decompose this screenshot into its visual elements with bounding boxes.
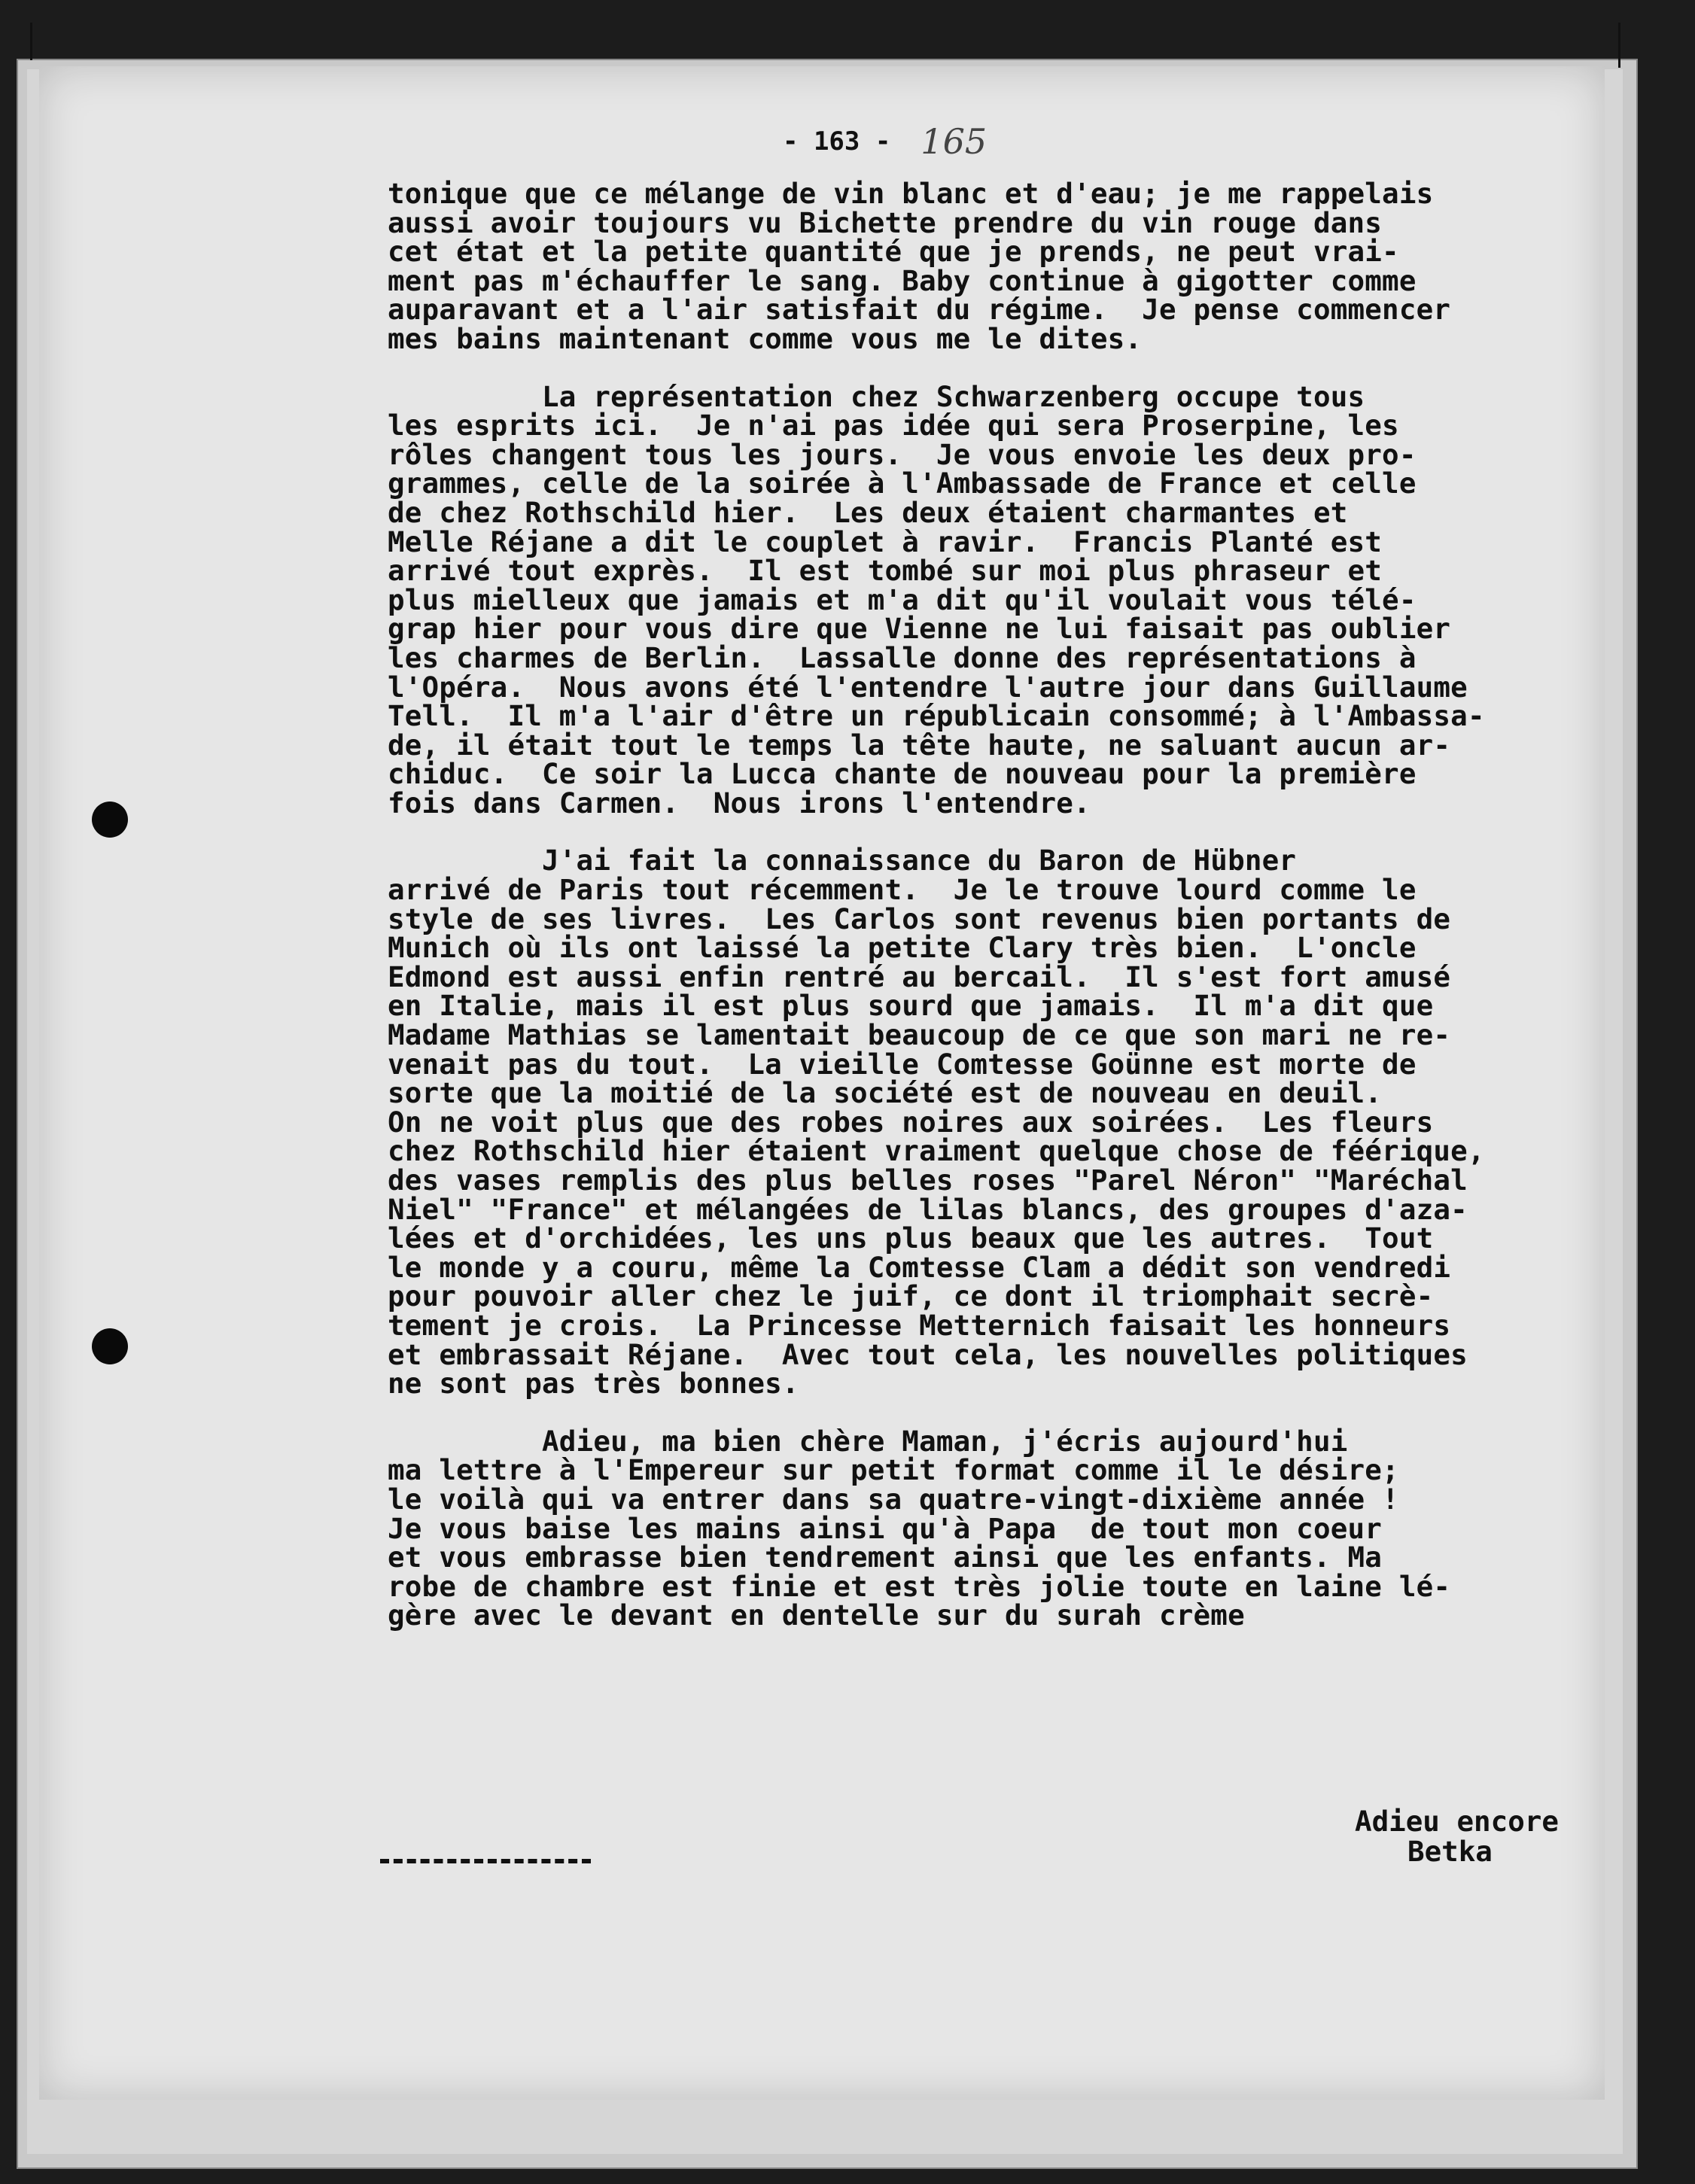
text-line: Madame Mathias se lamentait beaucoup de ce que son mari ne re- — [388, 1018, 1451, 1052]
dashed-rule — [380, 1859, 591, 1863]
text-line: ne sont pas très bonnes. — [388, 1367, 799, 1401]
page-number: - 163 - — [783, 126, 891, 157]
text-line: La représentation chez Schwarzenberg occupe tous — [388, 379, 1365, 413]
text-line: robe de chambre est finie et est très jolie toute en laine lé- — [388, 1569, 1451, 1603]
text-line: les esprits ici. Je n'ai pas idée qui sera Proserpine, les — [388, 409, 1399, 443]
punch-hole-upper — [92, 802, 128, 838]
text-line: rôles changent tous les jours. Je vous envoie les deux pro- — [388, 437, 1417, 471]
text-line: Je vous baise les mains ainsi qu'à Papa de tout mon coeur — [388, 1511, 1383, 1545]
text-line: fois dans Carmen. Nous irons l'entendre. — [388, 786, 1091, 820]
text-line: gère avec le devant en dentelle sur du surah crème — [388, 1598, 1245, 1632]
closing-text: Adieu encore — [1355, 1805, 1559, 1838]
text-line: Munich où ils ont laissé la petite Clary très bien. L'oncle — [388, 931, 1417, 965]
text-line: chez Rothschild hier étaient vraiment quelque chose de féérique, — [388, 1134, 1485, 1168]
text-line: Tell. Il m'a l'air d'être un républicain consommé; à l'Ambassa- — [388, 699, 1485, 733]
text-line: sorte que la moitié de la société est de nouveau en deuil. — [388, 1076, 1383, 1110]
text-line: et vous embrasse bien tendrement ainsi que les enfants. Ma — [388, 1541, 1383, 1574]
text-line: ma lettre à l'Empereur sur petit format comme il le désire; — [388, 1453, 1399, 1487]
paragraph — [388, 1424, 1622, 1632]
text-line: style de ses livres. Les Carlos sont revenus bien portants de — [388, 902, 1451, 935]
text-line: ment pas m'échauffer le sang. Baby continue à gigotter comme — [388, 263, 1417, 297]
text-line: cet état et la petite quantité que je prends, ne peut vrai- — [388, 235, 1399, 269]
text-line: l'Opéra. Nous avons été l'entendre l'autre jour dans Guillaume — [388, 670, 1468, 704]
text-line: et embrassait Réjane. Avec tout cela, les nouvelles politiques — [388, 1337, 1468, 1371]
text-line: tement je crois. La Princesse Metternich faisait les honneurs — [388, 1308, 1451, 1342]
punch-hole-lower — [92, 1328, 128, 1364]
text-line: grammes, celle de la soirée à l'Ambassade de France et celle — [388, 467, 1417, 500]
text-line: les charmes de Berlin. Lassalle donne des représentations à — [388, 640, 1417, 674]
page-header — [783, 119, 987, 164]
paragraph — [388, 844, 1622, 1401]
handwritten-page-number: 165 — [921, 121, 987, 162]
text-line: On ne voit plus que des robes noires aux soirées. Les fleurs — [388, 1105, 1434, 1139]
text-line: chiduc. Ce soir la Lucca chante de nouveau pour la première — [388, 757, 1417, 791]
text-line: grap hier pour vous dire que Vienne ne lui faisait pas oublier — [388, 612, 1451, 646]
corner-mark-top-right — [1618, 23, 1620, 68]
text-line: plus mielleux que jamais et m'a dit qu'il voulait vous télé- — [388, 583, 1417, 616]
letter-body — [388, 179, 1622, 1630]
text-line: en Italie, mais il est plus sourd que jamais. Il m'a dit que — [388, 989, 1434, 1023]
text-line: de, il était tout le temps la tête haute, ne saluant aucun ar- — [388, 728, 1451, 762]
text-line: le monde y a couru, même la Comtesse Clam a dédit son vendredi — [388, 1250, 1451, 1284]
text-line: arrivé de Paris tout récemment. Je le trouve lourd comme le — [388, 873, 1417, 907]
text-line: J'ai fait la connaissance du Baron de Hübner — [388, 844, 1297, 878]
text-line: auparavant et a l'air satisfait du régime. Je pense commencer — [388, 293, 1451, 327]
text-line: tonique que ce mélange de vin blanc et d'eau; je me rappelais — [388, 177, 1434, 210]
signature: Betka — [1407, 1835, 1493, 1868]
text-line: le voilà qui va entrer dans sa quatre-vingt-dixième année ! — [388, 1482, 1399, 1516]
text-line: aussi avoir toujours vu Bichette prendre du vin rouge dans — [388, 205, 1383, 239]
text-line: Adieu, ma bien chère Maman, j'écris aujourd'hui — [388, 1424, 1348, 1458]
text-line: Niel" "France" et mélangées de lilas blancs, des groupes d'aza- — [388, 1192, 1468, 1226]
text-line: pour pouvoir aller chez le juif, ce dont il triomphait secrè- — [388, 1279, 1434, 1313]
text-line: lées et d'orchidées, les uns plus beaux que les autres. Tout — [388, 1221, 1434, 1255]
text-line: venait pas du tout. La vieille Comtesse Goünne est morte de — [388, 1047, 1417, 1081]
text-line: Melle Réjane a dit le couplet à ravir. Francis Planté est — [388, 525, 1383, 558]
signoff — [1355, 1806, 1559, 1866]
paragraph — [388, 179, 1622, 354]
corner-mark-top-left — [30, 23, 32, 60]
text-line: arrivé tout exprès. Il est tombé sur moi plus phraseur et — [388, 554, 1383, 588]
paragraph — [388, 379, 1622, 820]
text-line: des vases remplis des plus belles roses "Parel Néron" "Maréchal — [388, 1163, 1468, 1197]
text-line: de chez Rothschild hier. Les deux étaient charmantes et — [388, 495, 1348, 529]
text-line: mes bains maintenant comme vous me le dites. — [388, 321, 1143, 355]
text-line: Edmond est aussi enfin rentré au bercail. Il s'est fort amusé — [388, 960, 1451, 993]
